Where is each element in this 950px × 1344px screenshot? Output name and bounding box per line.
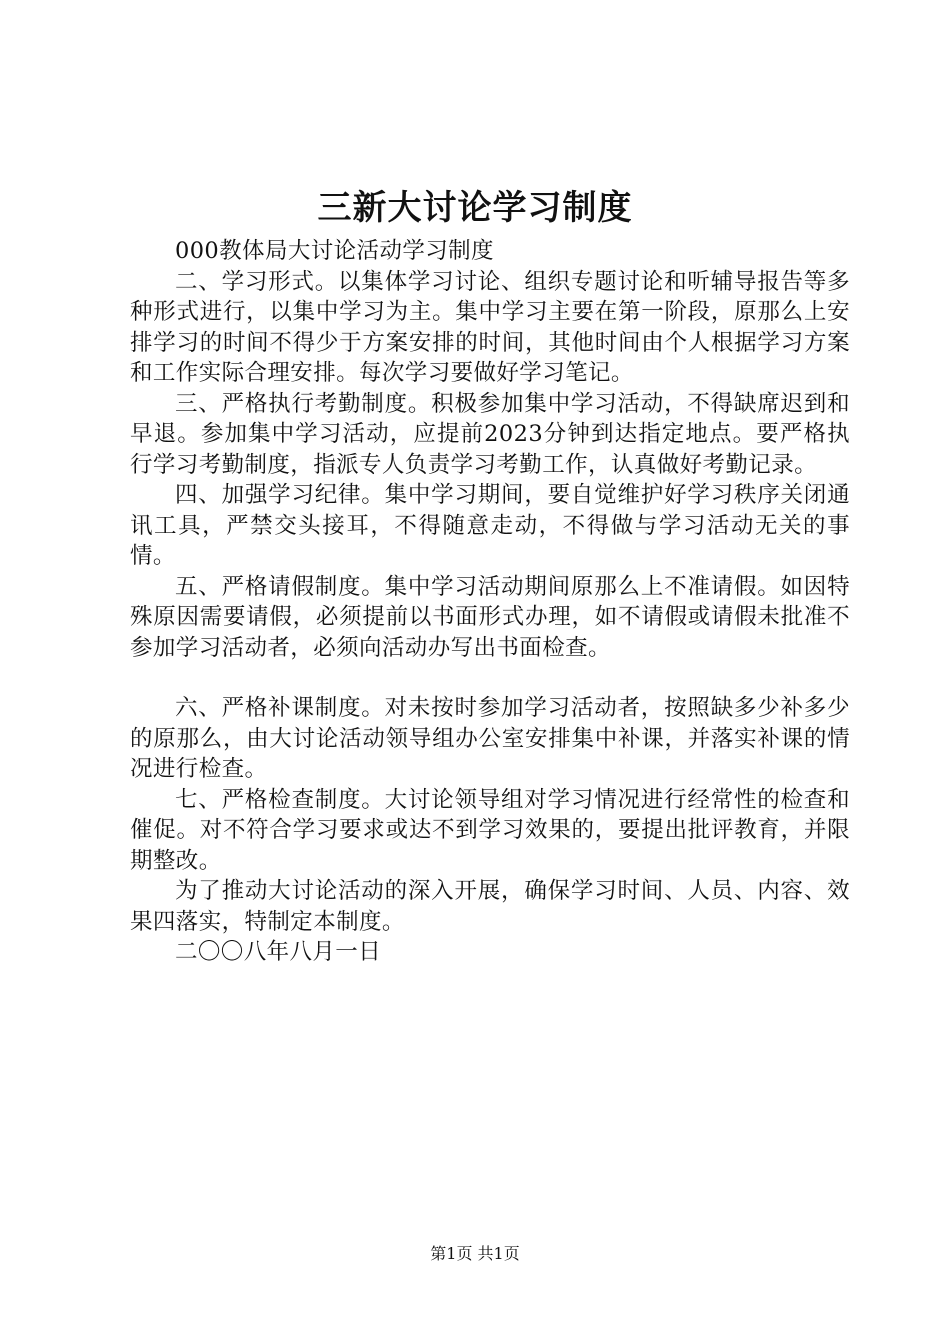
page-number: 第1页 共1页 [430,1244,520,1263]
paragraph-date: 二〇〇八年八月一日 [175,939,382,965]
paragraph-heading-line: 000教体局大讨论活动学习制度 [175,238,494,264]
paragraph-leave: 五、严格请假制度。集中学习活动期间原那么上不准请假。如因特殊原因需要请假，必须提前以书面形式办理，如不请假或请假未批准不参加学习活动者，必须向活动办写出书面检查。 [130,573,850,661]
document-title: 三新大讨论学习制度 [317,188,633,228]
paragraph-makeup-class: 六、严格补课制度。对未按时参加学习活动者，按照缺多少补多少的原那么，由大讨论活动领导组办公室安排集中补课，并落实补课的情况进行检查。 [130,695,850,782]
document-body [130,236,850,968]
paragraph-closing: 为了推动大讨论活动的深入开展，确保学习时间、人员、内容、效果四落实，特制定本制度。 [130,878,850,935]
paragraph-study-format: 二、学习形式。以集体学习讨论、组织专题讨论和听辅导报告等多种形式进行，以集中学习为主。集中学习主要在第一阶段，原那么上安排学习的时间不得少于方案安排的时间，其他时间由个人根据学习方案和工作实际合理安排。每次学习要做好学习笔记。 [130,268,850,386]
paragraph-inspection: 七、严格检查制度。大讨论领导组对学习情况进行经常性的检查和催促。对不符合学习要求或达不到学习效果的，要提出批评教育，并限期整改。 [130,786,850,874]
paragraph-discipline: 四、加强学习纪律。集中学习期间，要自觉维护好学习秩序关闭通讯工具，严禁交头接耳，不得随意走动，不得做与学习活动无关的事情。 [130,482,850,569]
paragraph-attendance: 三、严格执行考勤制度。积极参加集中学习活动，不得缺席迟到和早退。参加集中学习活动，应提前2023分钟到达指定地点。要严格执行学习考勤制度，指派专人负责学习考勤工作，认真做好考勤记录。 [130,390,850,478]
